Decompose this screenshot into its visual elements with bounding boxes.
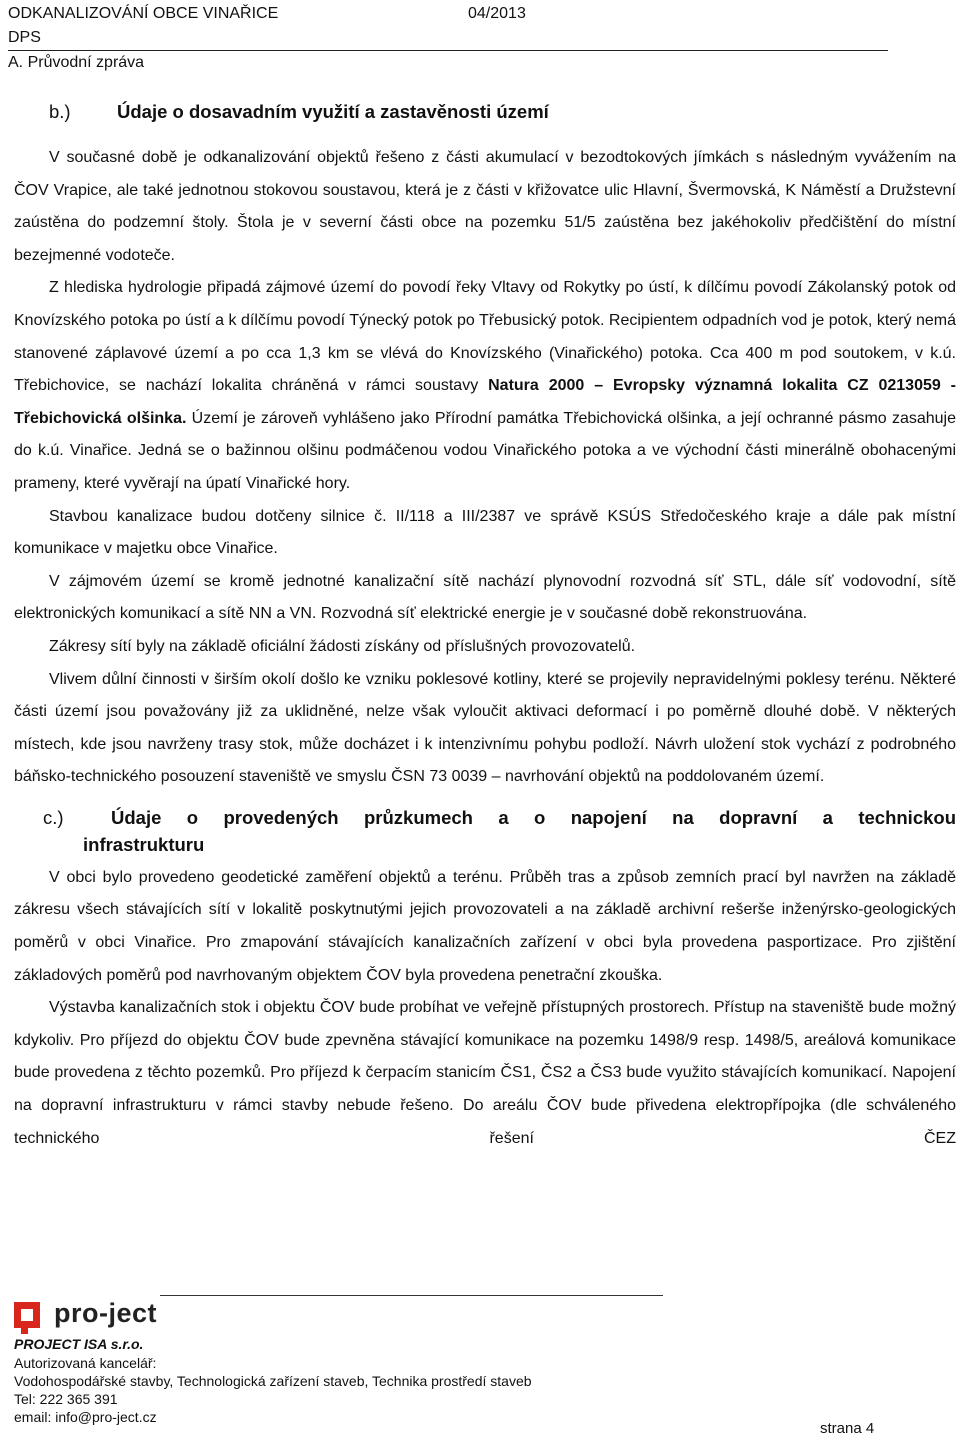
footer-divider bbox=[160, 1295, 663, 1296]
paragraph: Výstavba kanalizačních stok i objektu ČOV bude probíhat ve veřejně přístupných prostorech. Přístup na staveniště bude možný kdykoliv. Pro příjezd do objektu ČOV bude zpevněna stávající komunikace na pozemku 1498/9 resp. 1498/5, areálová komunikace bude provedena z těchto pozemků. Pro příjezd k čerpacím stanicím ČS1, ČS2 a ČS3 bude využito stávajících komunikací. Napojení na dopravní infrastrukturu v rámci stavby nebude řešeno. Do areálu ČOV bude přivedena elektropřípojka (dle schváleného technického řešení ČEZ bbox=[14, 999, 956, 1147]
document-date: 04/2013 bbox=[468, 5, 526, 22]
pro-ject-logo-icon bbox=[14, 1302, 46, 1334]
company-name: PROJECT ISA s.r.o. bbox=[14, 1336, 144, 1352]
project-title: ODKANALIZOVÁNÍ OBCE VINAŘICE bbox=[8, 5, 279, 22]
document-body bbox=[14, 100, 956, 1155]
paragraph: V zájmovém území se kromě jednotné kanalizační sítě nachází plynovodní rozvodná síť STL, dále síť vodovodní, sítě elektronických komunikací a sítě NN a VN. Rozvodná síť elektrické energie je v současné době rekonstruována. bbox=[14, 572, 956, 623]
document-part: A. Průvodní zpráva bbox=[8, 54, 145, 71]
footer-phone: Tel: 222 365 391 bbox=[14, 1391, 118, 1407]
company-logo bbox=[14, 1298, 214, 1336]
paragraph: Stavbou kanalizace budou dotčeny silnice č. II/118 a III/2387 ve správě KSÚS Středočeského kraje a dále pak místní komunikace v majetku obce Vinařice. bbox=[14, 507, 956, 558]
section-b-number: b.) bbox=[49, 101, 71, 122]
section-c-title: Údaje o provedených průzkumech a o napojení na dopravní a technickou bbox=[111, 806, 956, 828]
section-b-heading bbox=[14, 100, 956, 124]
section-b-title: Údaje o dosavadním využití a zastavěnosti území bbox=[117, 101, 549, 122]
footer-line-2: Vodohospodářské stavby, Technologická zařízení staveb, Technika prostředí staveb bbox=[14, 1373, 532, 1389]
paragraph: Zákresy sítí byly na základě oficiální žádosti získány od příslušných provozovatelů. bbox=[49, 637, 636, 655]
natura-highlight: Natura 2000 – Evropsky významná lokalita CZ 0213059 - Třebichovická olšinka. bbox=[14, 377, 957, 427]
footer-email: email: info@pro-ject.cz bbox=[14, 1409, 157, 1425]
section-c-heading bbox=[8, 806, 956, 830]
paragraph: V obci bylo provedeno geodetické zaměření objektů a terénu. Průběh tras a způsob zemních prací byl navržen na základě zákresu všech stávajících sítí v lokalitě poskytnutými jejich provozovateli a na základě archivní rešerše inženýrsko-geologických poměrů v obci Vinařice. Pro zmapování stávajících kanalizačních zařízení v obci byla provedena pasportizace. Pro zjištění základových poměrů pod navrhovaným objektem ČOV byla provedena penetrační zkouška. bbox=[14, 868, 956, 984]
page-number: strana 4 bbox=[820, 1420, 875, 1437]
paragraph: V současné době je odkanalizování objektů řešeno z části akumulací v bezodtokových jímkách s následným vyvážením na ČOV Vrapice, ale také jednotnou stokovou soustavou, která je z části v křižovatce ulic Hlavní, Švermovská, K Náměstí a Družstevní zaústěna do podzemní štoly. Štola je v severní části obce na pozemku 51/5 zaústěna bez jakéhokoliv předčištění do místní bezejmenné vodoteče. bbox=[14, 149, 956, 264]
document-stage: DPS bbox=[8, 29, 41, 46]
paragraph: Vlivem důlní činnosti v širším okolí došlo ke vzniku poklesové kotliny, které se projevily nepravidelnými poklesy terénu. Některé části území jsou považovány již za uklidněné, nelze však vyloučit aktivaci deformací i po poměrně dlouhé době. V některých místech, kde jsou navrženy trasy stok, může docházet i k intenzivnímu pohybu podloží. Návrh uložení stok vychází z podrobného báňsko-technického posouzení staveniště ve smyslu ČSN 73 0039 – navrhování objektů na poddolovaném území. bbox=[14, 670, 956, 786]
section-c-number: c.) bbox=[43, 806, 64, 828]
section-c-title-cont: infrastrukturu bbox=[83, 833, 205, 855]
paragraph: Z hlediska hydrologie připadá zájmové území do povodí řeky Vltavy od Rokytky po ústí, k dílčímu povodí Zákolanský potok od Knovízského potoka po ústí a k dílčímu povodí Týnecký potok po Třebusický potok. Recipientem odpadních vod je potok, který nemá stanovené záplavové území a po cca 1,3 km se vlévá do Knovízského (Vinařického) potoka. Cca 400 m pod soutokem, v k.ú. Třebichovice, se nachází lokalita chráněná v rámci soustavy Natura 2000 – Evropsky významná lokalita CZ 0213059 - Třebichovická olšinka. Území je zároveň vyhlášeno jako Přírodní památka Třebichovická olšinka, a její ochranné pásmo zasahuje do k.ú. Vinařice. Jedná se o bažinnou olšinu podmáčenou vodou Vinařického potoka a ve východní části minerálně obohacenými prameny, které vyvěrají na úpatí Vinařické hory. bbox=[14, 279, 957, 492]
footer-line-1: Autorizovaná kancelář: bbox=[14, 1355, 157, 1371]
logo-wordmark: pro-ject bbox=[54, 1298, 158, 1328]
